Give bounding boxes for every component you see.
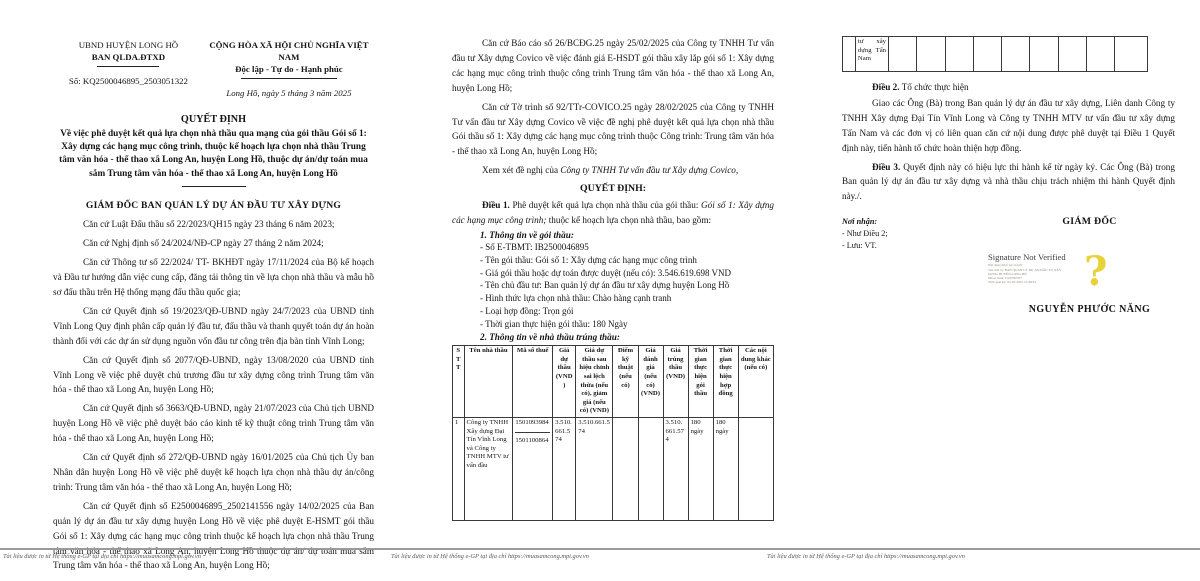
cell-empty bbox=[1058, 37, 1086, 72]
issuing-org-block bbox=[53, 40, 204, 100]
org-name-line1: UBND HUYỆN LONG HỒ bbox=[78, 40, 179, 50]
cell-empty bbox=[889, 37, 917, 72]
consideration-line bbox=[452, 163, 774, 178]
recipient-item: - Lưu: VT. bbox=[842, 241, 877, 251]
package-info-item: - Thời gian thực hiện gói thầu: 180 Ngày bbox=[480, 318, 628, 329]
cell-bid-price: 3.510.661.574 bbox=[553, 417, 576, 520]
cell-evaluated-price bbox=[638, 417, 663, 520]
footer-print-note: Tài liệu được in từ Hệ thống e-GP tại địa chỉ https://muasamcong.mpi.gov.vn bbox=[767, 553, 965, 560]
package-info-item: - Tên chủ đầu tư: Ban quản lý dự án đầu tư xây dựng huyện Long Hồ bbox=[480, 280, 730, 291]
article-1-text1: Phê duyệt kết quả lựa chọn nhà thầu của gói thầu: bbox=[509, 200, 701, 211]
legal-basis-paragraph: Căn cứ Quyết định số E2500046895_2502141556 ngày 14/02/2025 của Ban quản lý dự án đầu tư xây dựng huyện Long Hồ về việc phê duyệt E-HSMT gói thầu Gói số 1: Xây dựng các hạng mục công trình thuộc kế hoạch lựa chọn nhà thầu Trung tâm văn hóa - thể thao xã Long An, huyện Long Hồ thuộc dự án/ dự toán mua sắm Trung tâm văn hóa - thể thao xã Long An, huyện Long Hồ; bbox=[53, 500, 374, 571]
footer-print-note: Tài liệu được in từ Hệ thống e-GP tại địa chỉ https://muasamcong.mpi.gov.vn bbox=[391, 553, 589, 560]
article-1-text2: thuộc kế hoạch lựa chọn nhà thầu, bao gồm: bbox=[546, 215, 712, 226]
col-header-package-duration: Thời gian thực hiện gói thầu bbox=[688, 346, 713, 418]
org-name-line2: BAN QLDA.ĐTXD bbox=[91, 51, 166, 62]
article-2-title: Tổ chức thực hiện bbox=[899, 82, 969, 92]
cell-contract-duration: 180 ngày bbox=[713, 417, 738, 520]
col-header-tax-id: Mã số thuế bbox=[513, 346, 553, 418]
col-header-winning-price: Giá trúng thầu (VND) bbox=[663, 346, 688, 418]
legal-basis-paragraph: Căn cứ Báo cáo số 26/BCĐG.25 ngày 25/02/2025 của Công ty TNHH Tư vấn đầu tư Xây dựng Covico về việc đánh giá E-HSDT gói thầu xây lắp gói số 1: Xây dựng các hạng mục công trình thuộc công trình Trung tâm văn hóa - thể thao xã Long An, huyện Long Hồ; bbox=[452, 38, 774, 93]
cell-stt: 1 bbox=[453, 417, 465, 520]
cell-package-duration: 180 ngày bbox=[688, 417, 713, 520]
consideration-company: Công ty TNHH Tư vấn đầu tư Xây dựng Covico, bbox=[560, 165, 739, 176]
national-motto-line2: Độc lập - Tự do - Hạnh phúc bbox=[235, 63, 343, 74]
national-motto-block bbox=[204, 40, 374, 100]
cell-tax-ids bbox=[513, 417, 553, 520]
place-date-line: Long Hồ, ngày 5 tháng 3 năm 2025 bbox=[226, 87, 352, 98]
legal-basis-paragraph: Căn cứ Quyết định số 272/QĐ-UBND ngày 16/01/2025 của Chủ tịch Ủy ban Nhân dân huyện Long Hồ về việc phê duyệt kế hoạch lựa chọn nhà thầu dự án/công trình: Trung tâm văn hóa - thể thao xã Long An, huyện Long Hồ; bbox=[53, 452, 374, 492]
table-header-row bbox=[453, 346, 774, 418]
article-3-body: Quyết định này có hiệu lực thi hành kể từ ngày ký. Các Ông (Bà) trong Ban quản lý dự án đầu tư xây dựng và nhà thầu chịu trách nhiệm thi hành Quyết định này./. bbox=[842, 161, 1175, 202]
signature-status-text: Signature Not Verified bbox=[988, 252, 1066, 263]
section-2-heading: 2. Thông tin về nhà thầu trúng thầu: bbox=[480, 332, 620, 343]
article-1-paragraph bbox=[452, 198, 774, 228]
digital-signature-stamp bbox=[988, 248, 1158, 296]
signature-detail-line: Tên đơn vị: BAN QUẢN LÝ DỰ ÁN ĐẦU TƯ XÂY bbox=[988, 267, 1062, 272]
document-header bbox=[53, 40, 374, 100]
article-3-paragraph bbox=[842, 160, 1175, 205]
signoff-block bbox=[842, 216, 1175, 416]
col-header-contract-duration: Thời gian thực hiện hợp đồng bbox=[713, 346, 738, 418]
section-1-heading: 1. Thông tin về gói thầu: bbox=[480, 229, 574, 240]
doc-title: QUYẾT ĐỊNH bbox=[180, 113, 247, 125]
consideration-prefix: Xem xét đề nghị của bbox=[482, 165, 561, 176]
signature-detail-line: DỰNG HUYỆN LONG HỒ bbox=[988, 271, 1027, 276]
cell-other-notes bbox=[738, 417, 773, 520]
article-2-heading bbox=[842, 80, 1175, 95]
legal-basis-paragraph: Căn cứ Quyết định số 3663/QĐ-UBND, ngày 21/07/2023 của Chủ tịch UBND huyện Long Hồ về việc phê duyệt báo cáo kinh tế kỹ thuật công trình Trung tâm văn hóa - thể thao xã Long An, huyện Long Hồ; bbox=[53, 403, 374, 444]
page-1 bbox=[0, 0, 400, 581]
col-header-adjusted-price: Giá dự thầu sau hiệu chỉnh sai lệch thừa (nếu có), giảm giá (nếu có) (VND) bbox=[576, 346, 613, 418]
tax-id-2: 1501100864 bbox=[515, 436, 549, 444]
signature-details bbox=[988, 263, 1158, 284]
decision-heading: QUYẾT ĐỊNH: bbox=[580, 183, 646, 195]
legal-basis-paragraph: Căn cứ Luật Đấu thầu số 22/2023/QH15 ngày 23 tháng 6 năm 2023; bbox=[83, 219, 335, 230]
doc-subtitle: Về việc phê duyệt kết quả lựa chọn nhà thầu qua mạng của gói thầu Gói số 1: Xây dựng các hạng mục công trình, thuộc kế hoạch lựa chọn nhà thầu Trung tâm văn hóa - thể thao xã Long An, huyện Long Hồ, thuộc dự án/dự toán mua sắm Trung tâm văn hóa - thể thao xã Long An, huyện Long Hồ bbox=[59, 128, 368, 179]
national-motto-line1: CỘNG HÒA XÃ HỘI CHỦ NGHĨA VIỆT NAM bbox=[209, 40, 369, 62]
cell-contractor-cont: tư xây dựng Tấn Nam bbox=[855, 37, 888, 72]
package-info-item: - Loại hợp đồng: Trọn gói bbox=[480, 305, 574, 316]
legal-basis-paragraph: Căn cứ Thông tư số 22/2024/ TT- BKHĐT ngày 17/11/2024 của Bộ kế hoạch và Đầu tư hướng dẫn việc cung cấp, đăng tải thông tin về lựa chọn nhà thầu và mẫu hồ sơ đấu thầu trên Hệ thống mạng đấu thầu quốc gia; bbox=[53, 257, 374, 297]
article-2-body: Giao các Ông (Bà) trong Ban quản lý dự án đầu tư xây dựng, Liên danh Công ty TNHH Xây dựng Đại Tín Vĩnh Long và Công ty TNHH MTV tư vấn đầu tư xây dựng Tấn Nam và các đơn vị có liên quan căn cứ nội dung được phê duyệt tại Điều 1 Quyết định này, tiến hành tổ chức hoàn thiện hợp đồng. bbox=[842, 97, 1175, 153]
legal-basis-paragraphs bbox=[53, 217, 374, 573]
cell-contractor: Công ty TNHH Xây dựng Đại Tín Vĩnh Long và Công ty TNHH MTV tư vấn đầu bbox=[464, 417, 513, 520]
recipients-block bbox=[842, 216, 888, 252]
col-header-contractor: Tên nhà thầu bbox=[464, 346, 513, 418]
legal-basis-paragraph: Căn cứ Tờ trình số 92/TTr-COVICO.25 ngày 28/02/2025 của Công ty TNHH Tư vấn đầu tư Xây dựng Covico về việc đề nghị phê duyệt kết quả lựa chọn nhà thầu Gói thầu số 1: Xây dựng các hạng mục công trình thuộc Công trình: Trung tâm văn hóa - thể thao xã Long An, huyện Long Hồ; bbox=[452, 101, 774, 157]
winning-bidder-table-continuation bbox=[842, 36, 1148, 72]
package-info-item: - Hình thức lựa chọn nhà thầu: Chào hàng cạnh tranh bbox=[480, 293, 672, 304]
cell-stt-cont bbox=[843, 37, 856, 72]
page-2 bbox=[400, 0, 800, 581]
col-header-other-notes: Các nội dung khác (nếu có) bbox=[738, 346, 773, 418]
legal-basis-paragraph: Căn cứ Quyết định số 2077/QĐ-UBND, ngày 13/08/2020 của UBND tỉnh Vĩnh Long về việc phê duyệt chủ trương đầu tư xây dựng công trình Trung tâm văn hóa - thể thao xã Long An, huyện Long Hồ; bbox=[53, 354, 374, 395]
page-3 bbox=[800, 0, 1200, 581]
recipients-heading: Nơi nhận: bbox=[842, 217, 878, 227]
article-3-label: Điều 3. bbox=[872, 161, 901, 172]
package-info-item: - Tên gói thầu: Gói số 1: Xây dựng các hạng mục công trình bbox=[480, 254, 697, 265]
org-underline bbox=[97, 66, 159, 67]
footer-print-note: Tài liệu được in từ Hệ thống e-GP tại địa chỉ https://muasamcong.mpi.gov.vn bbox=[3, 553, 201, 560]
doc-number: Số: KQ2500046895_2503051322 bbox=[68, 75, 188, 86]
package-info-list bbox=[480, 241, 774, 330]
legal-basis-paragraph: Căn cứ Quyết định số 19/2023/QĐ-UBND ngày 24/7/2023 của UBND tỉnh Vĩnh Long Quy định phân cấp quản lý đầu tư, đấu thầu và thanh quyết toán dự án hoàn thành đối với các dự án sử dụng nguồn vốn đầu tư công trên địa bàn tỉnh Vĩnh Long; bbox=[53, 305, 374, 346]
package-info-item: - Giá gói thầu hoặc dự toán được duyệt (nếu có): 3.546.619.698 VND bbox=[480, 267, 732, 278]
signature-detail-line: Thời gian ký: 05-03-2025 13:48:34 bbox=[988, 280, 1036, 285]
table-row bbox=[453, 417, 774, 520]
col-header-bid-price: Giá dự thầu (VND) bbox=[553, 346, 576, 418]
cell-empty bbox=[973, 37, 1001, 72]
article-1-label: Điều 1. bbox=[482, 200, 510, 211]
issuing-authority-line: GIÁM ĐỐC BAN QUẢN LÝ DỰ ÁN ĐẦU TƯ XÂY DỰNG bbox=[85, 200, 342, 212]
col-header-stt: STT bbox=[453, 346, 465, 418]
article-2-label: Điều 2. bbox=[872, 82, 900, 92]
package-info-item: - Số E-TBMT: IB2500046895 bbox=[480, 241, 589, 252]
signature-question-icon: ? bbox=[1084, 248, 1108, 296]
signer-title: GIÁM ĐỐC bbox=[1062, 216, 1117, 228]
title-underline bbox=[182, 186, 246, 187]
signer-name: NGUYỄN PHƯỚC NĂNG bbox=[1028, 304, 1151, 316]
cell-technical-score bbox=[613, 417, 638, 520]
col-header-evaluated-price: Giá đánh giá (nếu có) (VND) bbox=[638, 346, 663, 418]
article-1-package-name: Gói số 1: Xây dựng các hạng mục công trình; bbox=[452, 200, 775, 226]
motto-underline bbox=[241, 78, 337, 79]
table-row-continuation bbox=[843, 37, 1148, 72]
cell-empty bbox=[1030, 37, 1058, 72]
cell-empty bbox=[1086, 37, 1114, 72]
signature-detail-line: Nội dung được ký số bởi: bbox=[988, 263, 1023, 268]
footer-divider bbox=[0, 548, 1200, 550]
legal-basis-paragraph: Căn cứ Nghị định số 24/2024/NĐ-CP ngày 27 tháng 2 năm 2024; bbox=[83, 238, 324, 249]
col-header-technical-score: Điểm kỹ thuật (nếu có) bbox=[613, 346, 638, 418]
recipient-item: - Như Điều 2; bbox=[842, 229, 888, 239]
cell-empty bbox=[1002, 37, 1030, 72]
cell-adjusted-price: 3.510.661.574 bbox=[576, 417, 613, 520]
cell-empty bbox=[945, 37, 973, 72]
tax-id-1: 1501093984 bbox=[515, 419, 550, 433]
winning-bidder-table bbox=[452, 345, 774, 521]
cell-winning-price: 3.510.661.574 bbox=[663, 417, 688, 520]
signature-detail-line: Mã số thuế: 1500782767 bbox=[988, 276, 1022, 280]
cell-empty bbox=[917, 37, 945, 72]
cell-empty bbox=[1115, 37, 1148, 72]
